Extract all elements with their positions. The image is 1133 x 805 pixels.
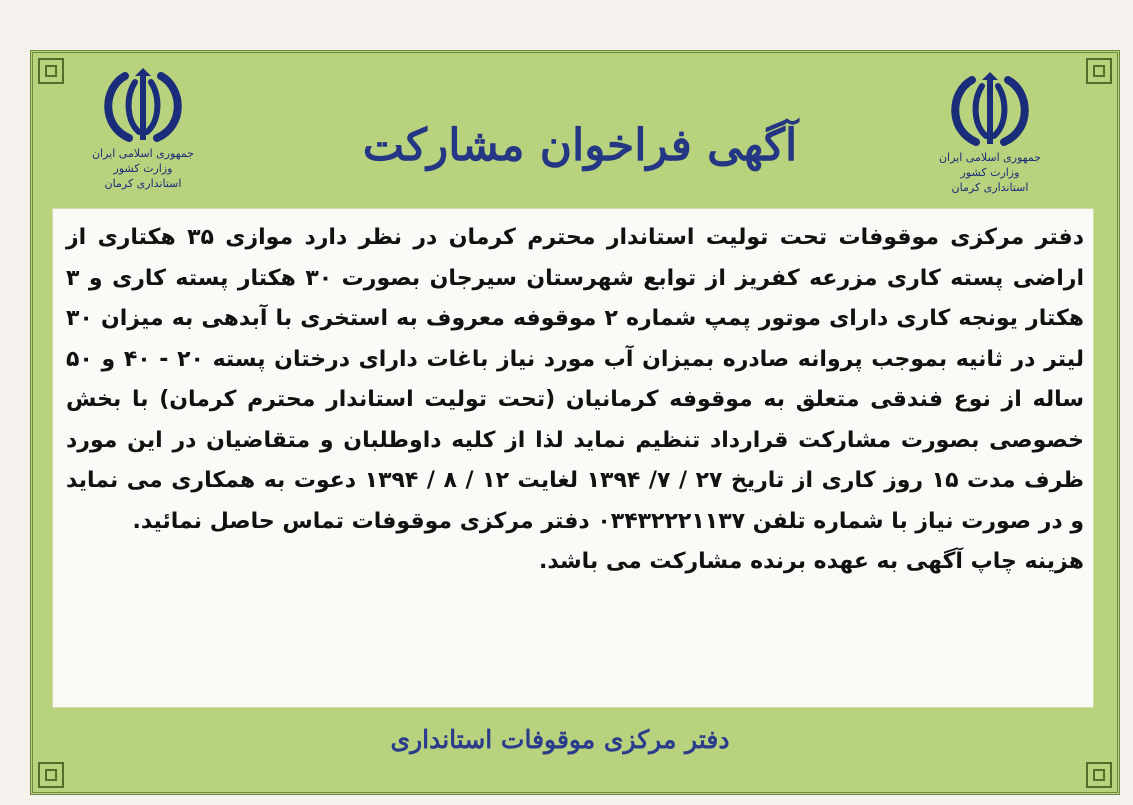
notice-body [66, 218, 1084, 583]
notice-body-cost: هزینه چاپ آگهی به عهده برنده مشارکت می باشد. [538, 549, 1084, 574]
emblem-caption-line2: وزارت کشور [960, 166, 1020, 179]
emblem-caption-line2: وزارت کشور [113, 162, 173, 175]
emblem-right [905, 72, 1075, 195]
corner-ornament [1086, 58, 1112, 84]
iran-emblem-icon [942, 72, 1038, 150]
notice-body-main: دفتر مرکزی موقوفات تحت تولیت استاندار محترم کرمان در نظر دارد موازی ۳۵ هکتاری از اراضی پسته کاری مزرعه کفریز از توابع شهرستان سیرجان بصورت ۳۰ هکتار پسته کاری و ۳ هکتار یونجه کاری دارای موتور پمپ شماره ۲ موقوفه معروف به استخری با آبدهی به میزان ۳۰ لیتر در ثانیه بموجب پروانه صادره بمیزان آب مورد نیاز باغات دارای درختان پسته ۲۰ - ۴۰ و ۵۰ ساله از نوع فندقی متعلق به موقوفه کرمانیان (تحت تولیت استاندار محترم کرمان) با بخش خصوصی بصورت مشارکت قرارداد تنظیم نماید لذا از کلیه داوطلبان و متقاضیان در این مورد ظرف مدت ۱۵ روز کاری از تاریخ ۲۷ / ۷/ ۱۳۹۴ لغایت ۱۲ / ۸ / ۱۳۹۴ دعوت به همکاری می نماید و در صورت نیاز با شماره تلفن ۰۳۴۳۲۲۲۱۱۳۷ دفتر مرکزی موقوفات تماس حاصل نمائید. [66, 225, 1085, 534]
notice-footer: دفتر مرکزی موقوفات استانداری [390, 725, 730, 754]
corner-ornament [1086, 762, 1112, 788]
emblem-left [58, 68, 228, 191]
emblem-caption-line3: استانداری کرمان [951, 181, 1029, 194]
corner-ornament [38, 762, 64, 788]
emblem-caption-line3: استانداری کرمان [104, 177, 182, 190]
notice-title: آگهی فراخوان مشارکت [362, 120, 798, 171]
emblem-caption-line1: جمهوری اسلامی ایران [91, 147, 195, 160]
iran-emblem-icon [95, 68, 191, 146]
emblem-caption-line1: جمهوری اسلامی ایران [938, 151, 1042, 164]
